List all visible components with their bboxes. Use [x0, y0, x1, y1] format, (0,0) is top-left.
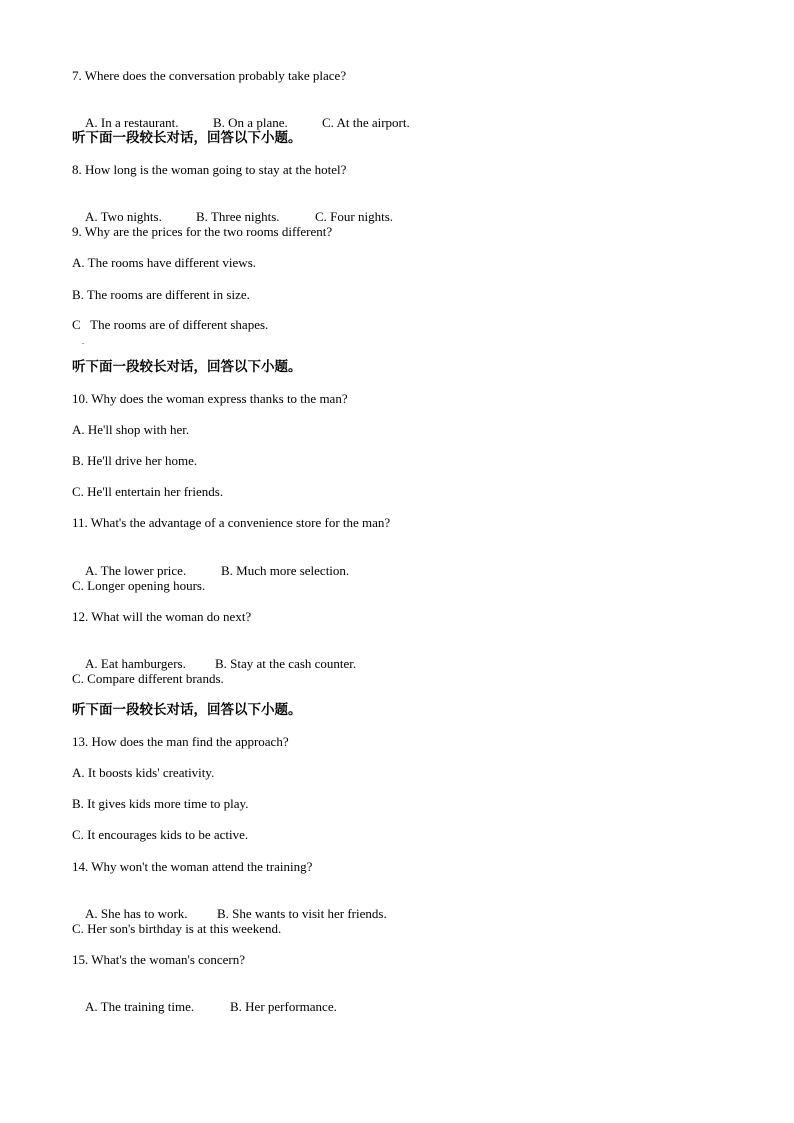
option-b: B. Three nights. [196, 209, 280, 224]
option-b: B. She wants to visit her friends. [217, 906, 387, 921]
option-b: B. Her performance. [230, 999, 337, 1014]
question-7: 7. Where does the conversation probably take place? [72, 68, 347, 83]
question-15: 15. What's the woman's concern? [72, 952, 246, 967]
question-10: 10. Why does the woman express thanks to the man? [72, 391, 348, 406]
stray-mark: . [82, 337, 84, 346]
option-a: A. The training time. [85, 999, 195, 1014]
question-9-option-a: A. The rooms have different views. [72, 255, 256, 270]
question-9-option-c: C The rooms are of different shapes. [72, 317, 269, 332]
section-heading: 听下面一段较长对话，回答以下小题。 [72, 702, 302, 718]
section-heading: 听下面一段较长对话，回答以下小题。 [72, 130, 302, 146]
option-c: C. At the airport. [322, 115, 410, 130]
option-b: B. Much more selection. [221, 563, 350, 578]
option-b: B. Stay at the cash counter. [215, 656, 357, 671]
question-14: 14. Why won't the woman attend the training? [72, 859, 313, 874]
question-13-option-b: B. It gives kids more time to play. [72, 796, 249, 811]
option-a: A. She has to work. [85, 906, 188, 921]
question-10-option-b: B. He'll drive her home. [72, 453, 198, 468]
question-11: 11. What's the advantage of a convenience store for the man? [72, 515, 391, 530]
section-heading: 听下面一段较长对话，回答以下小题。 [72, 359, 302, 375]
option-c: C. Four nights. [315, 209, 394, 224]
option-a: A. Two nights. [85, 209, 162, 224]
option-b: B. On a plane. [213, 115, 288, 130]
option-a: A. The lower price. [85, 563, 187, 578]
question-13-option-c: C. It encourages kids to be active. [72, 827, 249, 842]
question-12-option-c: C. Compare different brands. [72, 671, 224, 686]
question-8: 8. How long is the woman going to stay at the hotel? [72, 162, 347, 177]
question-13: 13. How does the man find the approach? [72, 734, 289, 749]
option-a: A. Eat hamburgers. [85, 656, 186, 671]
question-14-option-c: C. Her son's birthday is at this weekend. [72, 921, 282, 936]
option-a: A. In a restaurant. [85, 115, 179, 130]
question-9: 9. Why are the prices for the two rooms different? [72, 224, 333, 239]
question-11-option-c: C. Longer opening hours. [72, 578, 206, 593]
question-9-option-b: B. The rooms are different in size. [72, 287, 250, 302]
question-12: 12. What will the woman do next? [72, 609, 252, 624]
question-10-option-c: C. He'll entertain her friends. [72, 484, 224, 499]
question-15-options [72, 983, 337, 1031]
question-10-option-a: A. He'll shop with her. [72, 422, 190, 437]
question-13-option-a: A. It boosts kids' creativity. [72, 765, 215, 780]
